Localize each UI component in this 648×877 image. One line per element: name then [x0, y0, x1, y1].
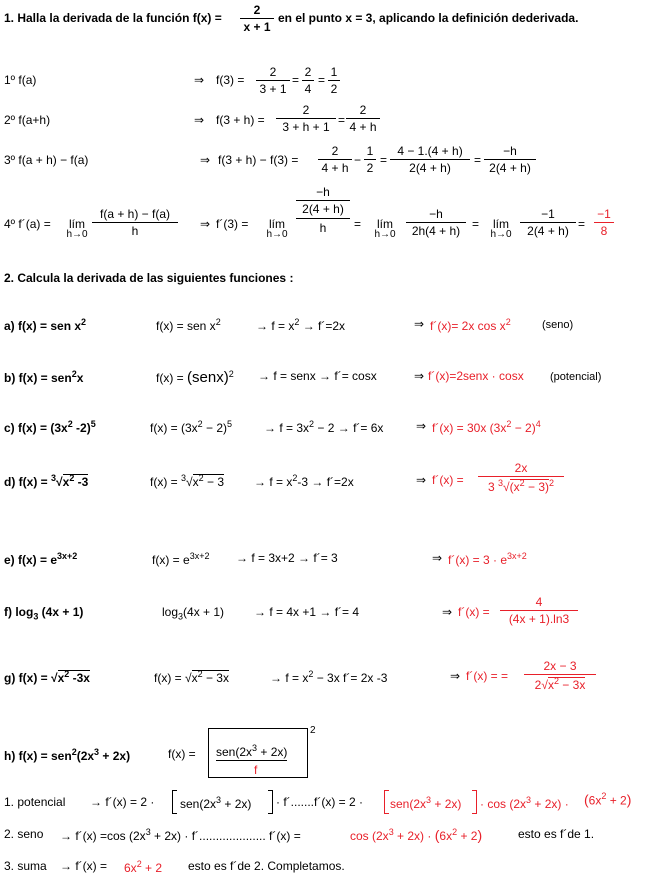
ex2e-chain: → f = 3x+2 → f´= 3: [236, 551, 338, 565]
minus-sign: −: [354, 153, 362, 167]
equals-sign: =: [578, 217, 586, 231]
ex1-step2-lhs: f(3 + h) =: [216, 113, 265, 127]
ex1-step4-outer-denominator: h: [296, 218, 350, 234]
ex2h-l3-note: esto es f´de 2. Completamos.: [188, 859, 345, 873]
ex2b-function: f(x) = (senx)$^2$: [156, 369, 234, 386]
implies-icon: ⇒: [442, 605, 453, 619]
implies-icon: ⇒: [200, 153, 211, 167]
ex2b-note: (potencial): [550, 371, 602, 383]
bracket-right: [268, 790, 273, 814]
ex2h-l1-paren: $(6x^2 + 2)$: [584, 791, 632, 808]
ex2b-result: f´(x)=2senx · cosx: [428, 369, 524, 383]
ex2a-note: (seno): [542, 319, 574, 331]
ex1-step1-lhs: f(3) =: [216, 73, 245, 87]
ex2h-l2-result: $\cos (2x^3 + 2x) \cdot (6x^2 + 2)$: [350, 827, 483, 843]
ex1-result-fraction: −1 8: [594, 208, 614, 237]
ex1-step4-frac3: −1 2(4 + h): [520, 208, 576, 237]
ex1-title-tail: en el punto x = 3, aplicando la definición dederivada.: [278, 11, 579, 25]
ex2f-result-label: f´(x) =: [458, 605, 490, 619]
ex2c-result: f´(x) = 30x $(3x^2 - 2)^4$: [432, 419, 541, 435]
ex2h-label: h) $f(x) = sen^2(2x^3 + 2x)$: [4, 747, 131, 763]
ex1-step3-lhs: f(3 + h) − f(3) =: [218, 153, 299, 167]
ex2b-chain: → f = senx → f´= cosx: [258, 369, 377, 383]
ex1-step4-lhs: f´(3) =: [216, 217, 249, 231]
bracket-left: [172, 790, 177, 814]
equals-sign: =: [380, 153, 388, 167]
ex1-step3-frac4: −h 2(4 + h): [484, 145, 536, 174]
ex2a-label: a) f(x) = sen $x^2$: [4, 317, 87, 333]
limit-operator: lím h→0: [66, 217, 88, 240]
ex1-step2-frac2: 2 4 + h: [346, 104, 380, 133]
ex2a-chain: → $f = x^2$ → f´=2x: [256, 317, 346, 333]
ex2f-label: f) $\log_3 (4x + 1)$: [4, 605, 84, 622]
ex2h-l1-start: → f´(x) = 2 ·: [90, 795, 155, 809]
ex2d-chain: → $f = x^2-3$ → f´=2x: [254, 473, 354, 489]
equals-sign: =: [318, 73, 326, 87]
ex1-step4-label: 4º f´(a) =: [4, 217, 51, 231]
ex2h-l3-result: $6x^2 + 2$: [124, 859, 163, 875]
ex2e-function: $f(x) = e^{3x+2}$: [152, 551, 210, 567]
limit-operator: lím h→0: [490, 217, 512, 240]
ex1-step2-frac1: 2 3 + h + 1: [276, 104, 336, 133]
ex2h-l1-sen: $sen(2x^3 + 2x)$: [180, 795, 252, 811]
ex2h-exponent: 2: [310, 725, 316, 736]
ex2g-result-fraction: 2x − 3 $2√x^2 - 3x$: [524, 660, 596, 691]
ex2h-l1-cos: · $\cos (2x^3 + 2x)$ ·: [480, 795, 569, 811]
ex1-step3-frac1: 2 4 + h: [318, 145, 352, 174]
ex2f-result-fraction: 4 (4x + 1).ln3: [500, 596, 578, 625]
ex1-step4-frac2: −h 2h(4 + h): [406, 208, 466, 237]
bracket-left: [384, 790, 389, 814]
ex2c-label: c) $f(x) = (3x^2$ -2)$^5$: [4, 419, 96, 435]
ex2h-l1-mid: · f´.......f´(x) = 2 ·: [276, 795, 363, 809]
ex2c-function: $f(x) = (3x^2 - 2)^5$: [150, 419, 233, 435]
equals-sign: =: [338, 113, 346, 127]
ex2h-function-label: f(x) =: [168, 747, 196, 761]
ex1-step3-frac3: 4 − 1.(4 + h) 2(4 + h): [390, 145, 470, 174]
equals-sign: =: [472, 217, 480, 231]
equals-sign: =: [474, 153, 482, 167]
ex2a-function: f(x) = sen $x^2$: [156, 317, 221, 333]
ex2f-function: $\log_3(4x + 1)$: [162, 605, 225, 622]
ex2h-underbrace-label: f: [254, 763, 258, 777]
implies-icon: ⇒: [450, 669, 461, 683]
bracket-right: [472, 790, 477, 814]
implies-icon: ⇒: [416, 419, 427, 433]
ex1-step1-frac1: 2 3 + 1: [256, 66, 290, 95]
ex2h-l2-label: 2. seno: [4, 827, 44, 841]
ex2d-label: d) $f(x) = ^3√x^2$ -3: [4, 473, 89, 489]
implies-icon: ⇒: [432, 551, 443, 565]
ex2a-result: f´(x)= 2x $\cos x^2$: [430, 317, 511, 333]
ex2g-result-label: f´(x) = =: [466, 669, 509, 683]
implies-icon: ⇒: [194, 73, 205, 87]
implies-icon: ⇒: [200, 217, 211, 231]
ex1-step4-compound-fraction: [296, 186, 350, 234]
equals-sign: =: [292, 73, 300, 87]
ex1-step4-inner-fraction: −h 2(4 + h): [296, 186, 350, 215]
ex1-title-fraction: 2 x + 1: [240, 4, 274, 33]
ex1-step3-label: 3º f(a + h) − f(a): [4, 153, 89, 167]
ex2g-chain: → $f = x^2 - 3x$ f´= 2x -3: [270, 669, 388, 685]
ex2d-result-label: f´(x) =: [432, 473, 464, 487]
ex2d-function: $f(x) = ^3√x^2 - 3$: [150, 473, 224, 489]
ex2h-inner: $sen(2x^3 + 2x)$: [216, 743, 288, 759]
ex2g-label: g) $f(x) = √x^2$ -3x: [4, 669, 90, 685]
ex2d-result-fraction: 2x 3 $^3√(x^2 - 3)^2$: [478, 462, 564, 493]
implies-icon: ⇒: [416, 473, 427, 487]
ex2b-label: b) f(x) = sen$^2$x: [4, 369, 84, 385]
ex1-step3-frac2: 1 2: [364, 145, 376, 174]
ex1-title: 1. Halla la derivada de la función f(x) =: [4, 11, 222, 25]
ex2h-l1-label: 1. potencial: [4, 795, 66, 809]
ex2f-chain: → f = 4x +1 → f´= 4: [254, 605, 360, 619]
equals-sign: =: [354, 217, 362, 231]
ex2h-l3-label: 3. suma: [4, 859, 47, 873]
limit-operator: lím h→0: [374, 217, 396, 240]
ex1-step1-label: 1º f(a): [4, 73, 37, 87]
ex1-step2-label: 2º f(a+h): [4, 113, 51, 127]
ex1-step1-frac2: 2 4: [302, 66, 314, 95]
ex1-step1-frac3: 1 2: [328, 66, 340, 95]
ex1-step4-difference-quotient: f(a + h) − f(a) h: [92, 208, 178, 237]
implies-icon: ⇒: [194, 113, 205, 127]
ex2e-result: f´(x) = $3 \cdot e^{3x+2}$: [448, 551, 527, 567]
ex2h-l1-sen-red: $sen(2x^3 + 2x)$: [390, 795, 462, 811]
implies-icon: ⇒: [414, 369, 425, 383]
ex2h-l2-start: → f´(x) =cos $(2x^3 + 2x)$ · f´.................... f´(x) =: [60, 827, 301, 843]
ex2g-function: $f(x) = √x^2 - 3x$: [154, 669, 229, 685]
ex2c-chain: → $f = 3x^2 - 2$ → f´= 6x: [264, 419, 384, 435]
ex2e-label: e) $f(x) = e^{3x+2}$: [4, 551, 78, 567]
implies-icon: ⇒: [414, 317, 425, 331]
limit-operator: lím h→0: [266, 217, 288, 240]
ex2h-l2-note: esto es f´de 1.: [518, 827, 595, 841]
ex2-title: 2. Calcula la derivada de las siguientes funciones :: [4, 271, 294, 285]
ex2h-l3-start: → f´(x) =: [60, 859, 107, 873]
